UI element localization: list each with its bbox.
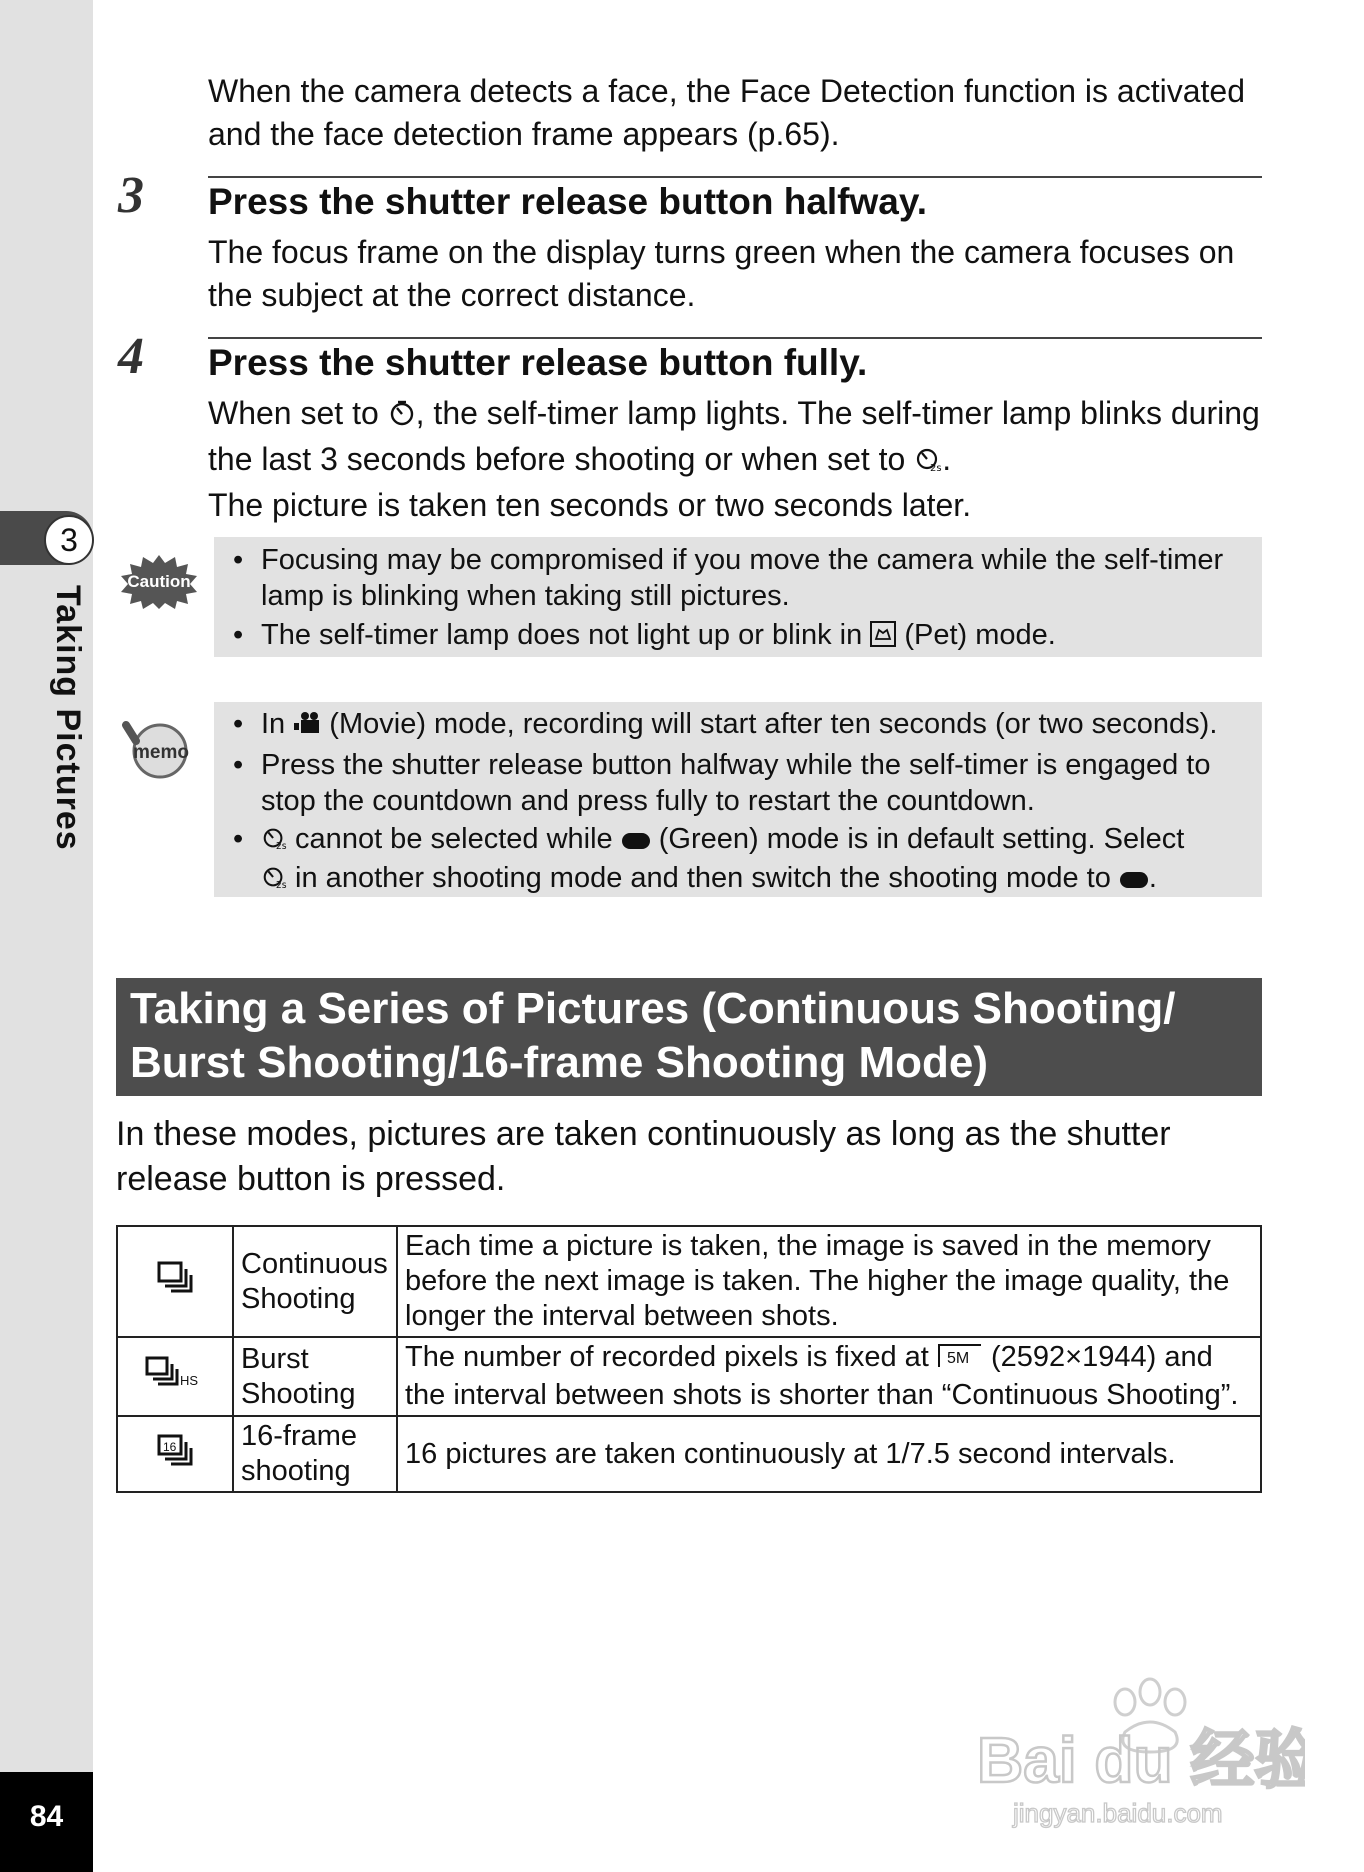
- baidu-watermark: [975, 1672, 1305, 1832]
- step-body-text: , the self-timer lamp lights. The self-timer lamp blinks during the last 3 seconds before shooting or when set to: [208, 395, 1260, 477]
- svg-text:HS: HS: [180, 1373, 199, 1388]
- memo-box: [214, 702, 1262, 897]
- memo-item: • 2s cannot be selected while (Green) mode is in default setting. Select 2s in another shooting mode and then switch the shooting mode to .: [261, 821, 1262, 899]
- self-timer-2s-icon: [914, 441, 942, 484]
- svg-text:2s: • 2s: [275, 841, 287, 851]
- resolution-5m-icon: [937, 1343, 983, 1378]
- step-number: 3: [118, 167, 144, 224]
- step-body-text: When set to: [208, 395, 388, 431]
- section-lead: In these modes, pictures are taken continuously as long as the shutter release button is pressed.: [116, 1115, 1171, 1198]
- self-timer-2s-icon: [261, 824, 287, 860]
- continuous-shooting-icon: [155, 1270, 195, 1302]
- caution-badge: [120, 553, 198, 609]
- memo-badge: [118, 717, 194, 779]
- step-body: The focus frame on the display turns green when the camera focuses on the subject at the correct distance.: [208, 234, 1235, 313]
- page-number: 84: [29, 1800, 64, 1833]
- step-heading: Press the shutter release button fully.: [208, 342, 868, 383]
- svg-text:Bai du 经验: Bai du 经验: [977, 1724, 1305, 1796]
- green-mode-icon: [1119, 863, 1149, 899]
- table-icon-cell: [117, 1337, 233, 1416]
- self-timer-icon: [388, 395, 416, 438]
- mode-name: 16-frame shooting: [233, 1416, 397, 1492]
- section-heading-line: Burst Shooting/16-frame Shooting Mode): [130, 1038, 988, 1087]
- sixteen-frame-icon: [155, 1439, 195, 1475]
- movie-mode-icon: [293, 709, 321, 745]
- table-row: [117, 1416, 1261, 1492]
- table-row: [117, 1226, 1261, 1337]
- shooting-mode-table: [116, 1225, 1262, 1493]
- mode-name: Continuous Shooting: [233, 1226, 397, 1337]
- step-number: 4: [118, 328, 144, 385]
- intro-text: When the camera detects a face, the Face Detection function is activated and the face detection frame appears (p.65).: [208, 73, 1245, 152]
- svg-text:jingyan.baidu.com: jingyan.baidu.com: [1013, 1798, 1223, 1828]
- table-row: [117, 1337, 1261, 1416]
- chapter-number: 3: [44, 515, 94, 565]
- svg-text:2s: 2s: [275, 880, 287, 890]
- caution-item: • Focusing may be compromised if you move the camera while the self-timer lamp is blinking when taking still pictures.: [261, 542, 1262, 614]
- burst-shooting-icon: [144, 1365, 206, 1397]
- svg-text:5M: 5M: [946, 1350, 970, 1367]
- caution-item: • The self-timer lamp does not light up or blink in (Pet) mode.: [261, 617, 1262, 656]
- memo-item: • In (Movie) mode, recording will start after ten seconds (or two seconds).: [261, 706, 1262, 745]
- step-body: [208, 392, 1262, 527]
- svg-text:2s: 2s: [930, 463, 942, 473]
- svg-text:memo: memo: [133, 742, 189, 763]
- svg-text:16: 16: [163, 1439, 177, 1454]
- step-body-text: .: [942, 441, 952, 477]
- svg-text:Caution: Caution: [127, 572, 191, 591]
- memo-item: • Press the shutter release button halfway while the self-timer is engaged to stop the countdown and press fully to restart the countdown.: [261, 747, 1262, 819]
- divider: [208, 176, 1262, 178]
- section-heading: [116, 978, 1262, 1096]
- mode-description: The number of recorded pixels is fixed at 5M (2592×1944) and the interval between shots is shorter than “Continuous Shooting”.: [397, 1337, 1261, 1416]
- table-icon-cell: [117, 1226, 233, 1337]
- table-icon-cell: [117, 1416, 233, 1492]
- self-timer-2s-icon: [261, 863, 287, 899]
- mode-name: Burst Shooting: [233, 1337, 397, 1416]
- step-body-text: The picture is taken ten seconds or two seconds later.: [208, 487, 972, 523]
- sidebar: [0, 0, 93, 1872]
- pet-mode-icon: [870, 620, 896, 656]
- caution-box: [214, 537, 1262, 657]
- section-heading-line: Taking a Series of Pictures (Continuous Shooting/: [130, 984, 1176, 1033]
- green-mode-icon: [621, 824, 651, 860]
- chapter-title: Taking Pictures: [49, 585, 87, 851]
- mode-description: Each time a picture is taken, the image is saved in the memory before the next image is taken. The higher the image quality, the longer the interval between shots.: [397, 1226, 1261, 1337]
- mode-description: 16 pictures are taken continuously at 1/7.5 second intervals.: [397, 1416, 1261, 1492]
- step-heading: Press the shutter release button halfway.: [208, 181, 927, 222]
- divider: [208, 337, 1262, 339]
